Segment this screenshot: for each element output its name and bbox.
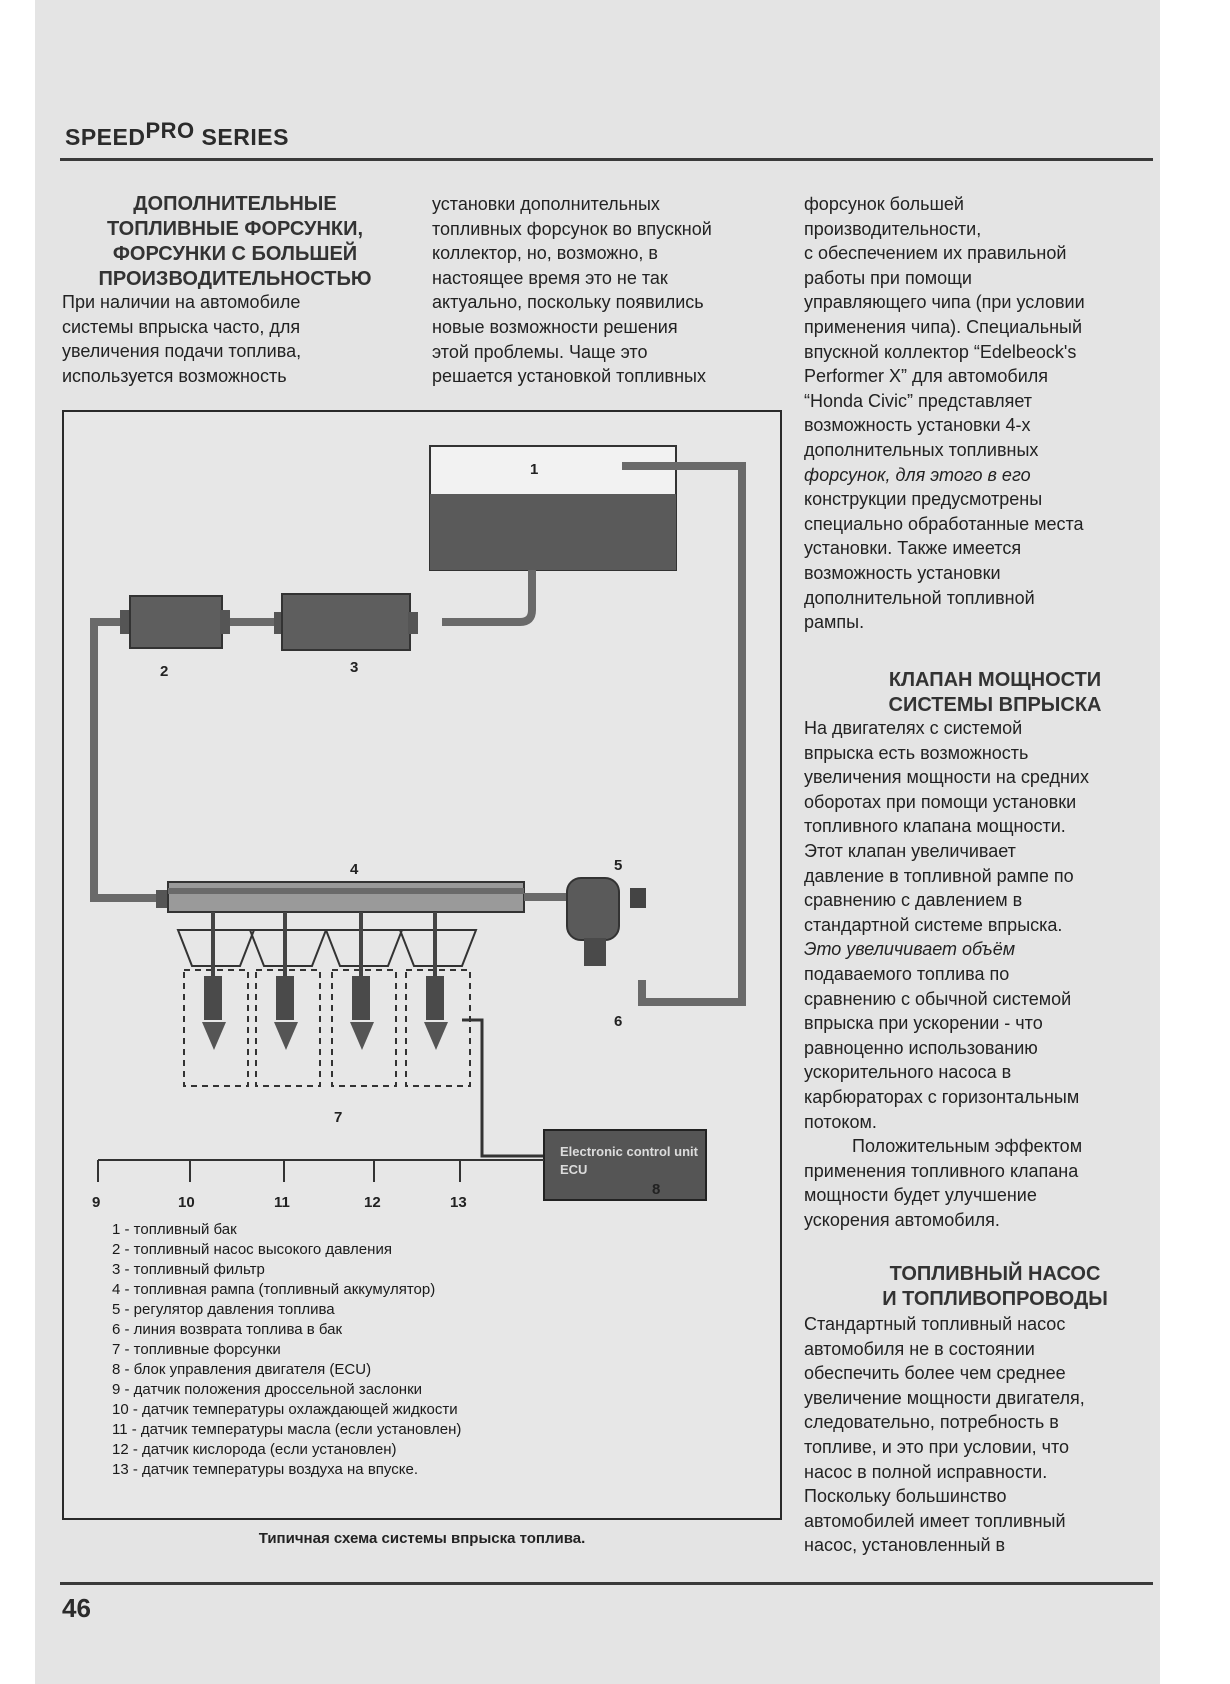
legend-item: 10 - датчик температуры охлаждающей жидкости — [112, 1401, 458, 1418]
series-header: $SPEED^{PRO}$ SERIES — [65, 118, 289, 150]
feed-pipe — [94, 622, 160, 898]
pressure-regulator — [567, 878, 646, 966]
label-1: 1 — [530, 461, 539, 478]
label-12: 12 — [364, 1194, 381, 1210]
page-number: 46 — [62, 1593, 91, 1623]
col3-paragraph: форсунок большей производительности, с обеспечением их правильной работы при помощи управляющего чипа (при условии применения чипа). Специальный впускной коллектор “Edelbeock's Performer X” для автомобиля “Honda Civic” представляет возможность установки 4-х дополнительных топливных форсунок, для этого в его конструкции предусмотрены специально обработанные места установки. Также имеется возможность установки дополнительной топливной рампы. — [804, 194, 1085, 633]
fuel-pump — [120, 596, 230, 648]
header-rule — [60, 158, 1153, 161]
label-2: 2 — [160, 663, 169, 680]
legend-item: 12 - датчик кислорода (если установлен) — [112, 1441, 397, 1458]
ecu-text-2: ECU — [560, 1162, 588, 1177]
sensor-bus — [98, 1160, 544, 1182]
diagram-legend — [112, 1220, 461, 1480]
page-margin — [1160, 0, 1230, 1684]
col2-paragraph: установки дополнительных топливных форсунок во впускной коллектор, но, возможно, в настоящее время это не так актуально, поскольку появились новые возможности решения этой проблемы. Чаще это решается установкой топливных — [432, 194, 712, 387]
legend-item: 7 - топливные форсунки — [112, 1341, 281, 1358]
section1-heading: ДОПОЛНИТЕЛЬНЫЕ ТОПЛИВНЫЕ ФОРСУНКИ, ФОРСУНКИ С БОЛЬШЕЙ ПРОИЗВОДИТЕЛЬНОСТЬЮ — [98, 193, 372, 290]
ecu-block — [544, 1130, 706, 1200]
fuel-rail — [156, 882, 582, 912]
legend-item: 11 - датчик температуры масла (если установлен) — [112, 1421, 462, 1438]
legend-item: 4 - топливная рампа (топливный аккумулятор) — [112, 1281, 436, 1298]
label-5: 5 — [614, 857, 623, 874]
label-4: 4 — [350, 861, 359, 878]
label-3: 3 — [350, 659, 359, 676]
section3-paragraph: Стандартный топливный насос автомобиля не в состоянии обеспечить более чем среднее увеличение мощности двигателя, следовательно, потребность в топливе, и это при условии, что насос в полной исправности. Поскольку большинство автомобилей имеет топливный насос, установленный в — [804, 1314, 1085, 1556]
injectors — [178, 912, 476, 1086]
label-9: 9 — [92, 1194, 101, 1210]
legend-item: 5 - регулятор давления топлива — [112, 1301, 335, 1318]
label-6: 6 — [614, 1013, 623, 1030]
footer-rule — [60, 1582, 1153, 1585]
legend-item: 2 - топливный насос высокого давления — [112, 1241, 392, 1258]
ecu-text-1: Electronic control unit — [560, 1144, 698, 1159]
fuel-filter — [274, 594, 418, 650]
section2-heading: КЛАПАН МОЩНОСТИ СИСТЕМЫ ВПРЫСКА — [888, 669, 1102, 716]
label-13: 13 — [450, 1194, 467, 1210]
legend-item: 6 - линия возврата топлива в бак — [112, 1321, 343, 1338]
section2-paragraph: На двигателях с системой впрыска есть возможность увеличения мощности на средних оборотах при помощи установки топливного клапана мощности. Этот клапан увеличивает давление в топливной рампе по сравнению с давлением в стандартной системе впрыска. Это увеличивает объём подаваемого топлива по сравнению с обычной системой впрыска при ускорении - что равноценно использованию ускорительного насоса в карбюраторах с горизонтальным потоком. Положительным эффектом применения топливного клапана мощности будет улучшение ускорения автомобиля. — [804, 718, 1089, 1230]
label-7: 7 — [334, 1109, 343, 1126]
legend-item: 8 - блок управления двигателя (ECU) — [112, 1361, 372, 1378]
supply-pipe — [442, 570, 532, 622]
label-8: 8 — [652, 1181, 661, 1198]
injector-wiring — [462, 1020, 544, 1156]
legend-item: 3 - топливный фильтр — [112, 1261, 265, 1278]
section3-heading: ТОПЛИВНЫЙ НАСОС И ТОПЛИВОПРОВОДЫ — [882, 1263, 1108, 1310]
legend-item: 13 - датчик температуры воздуха на впуске. — [112, 1461, 418, 1478]
label-10: 10 — [178, 1194, 195, 1210]
label-11: 11 — [274, 1194, 290, 1210]
legend-item: 9 - датчик положения дроссельной заслонки — [112, 1381, 423, 1398]
diagram-caption: Типичная схема системы впрыска топлива. — [258, 1530, 586, 1547]
fuel-injection-diagram — [62, 410, 782, 1210]
legend-item: 1 - топливный бак — [112, 1221, 237, 1238]
col1-paragraph: При наличии на автомобиле системы впрыска часто, для увеличения подачи топлива, используется возможность — [62, 292, 302, 386]
